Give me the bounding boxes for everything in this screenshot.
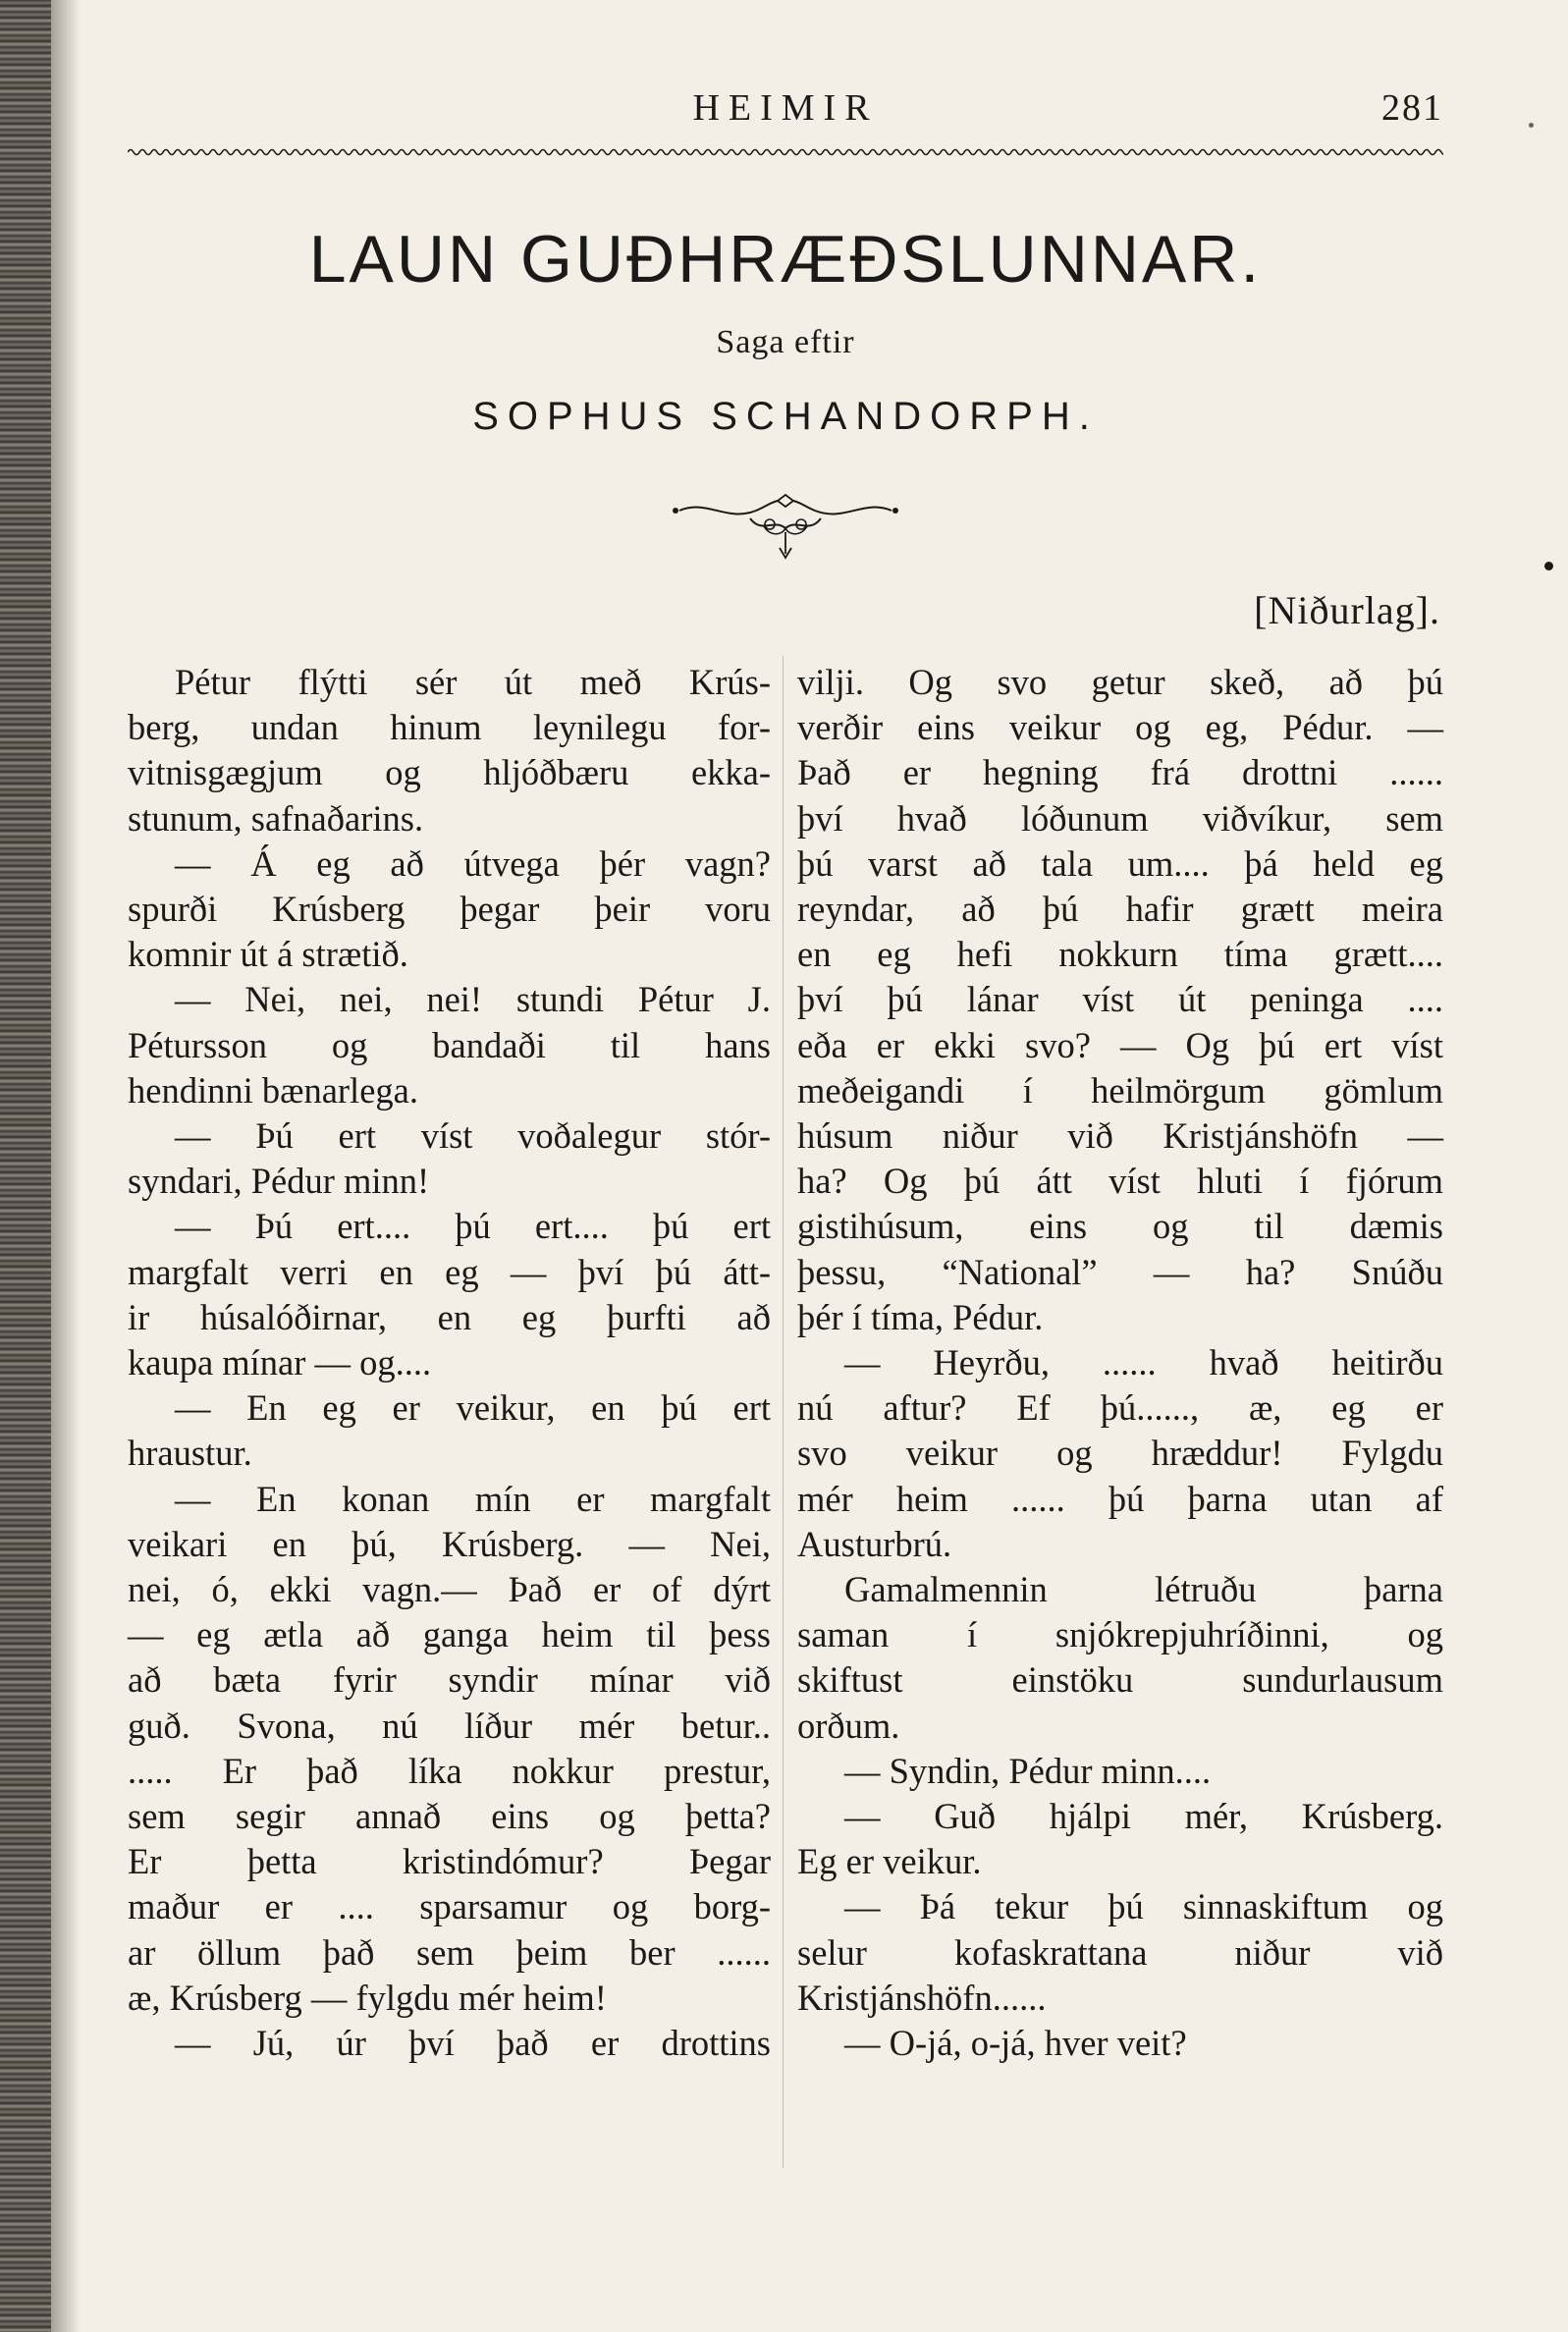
text-line: — O-já, o-já, hver veit? [844,2023,1187,2064]
text-line: syndari, Pédur minn! [128,1161,430,1202]
text-line: hendinni bænarlega. [128,1069,418,1111]
text-line: ..... Er það líka nokkur prestur, [128,1750,771,1791]
text-line: — Jú, úr því það er drottins [175,2023,771,2064]
text-line: Austurbrú. [797,1523,952,1564]
column-rule [783,656,784,2168]
text-line: eða er ekki svo? — Og þú ert víst [797,1024,1443,1065]
print-speck [1529,123,1534,128]
text-line: — Þú ert.... þú ert.... þú ert [175,1206,771,1247]
text-line: að bæta fyrir syndir mínar við [128,1659,771,1701]
text-line: sem segir annað eins og þetta? [128,1796,771,1837]
text-line: Gamalmennin létruðu þarna [844,1569,1443,1610]
byline-label: Saga eftir [716,324,855,360]
text-line: þér í tíma, Pédur. [797,1296,1044,1337]
text-line: því hvað lóðunum viðvíkur, sem [797,797,1443,839]
text-line: meðeigandi í heilmörgum gömlum [797,1069,1443,1111]
text-line: — Á eg að útvega þér vagn? [175,842,771,884]
text-line: reyndar, að þú hafir grætt meira [797,889,1443,930]
text-line: — eg ætla að ganga heim til þess [128,1614,771,1655]
text-line: — Nei, nei, nei! stundi Pétur J. [175,979,771,1020]
text-line: mér heim ...... þú þarna utan af [797,1478,1443,1519]
text-line: Er þetta kristindómur? Þegar [128,1841,771,1882]
text-line: vilji. Og svo getur skeð, að þú [797,662,1443,702]
text-line: þessu, “National” — ha? Snúðu [797,1251,1443,1292]
text-line: — Guð hjálpi mér, Krúsberg. [844,1796,1443,1837]
text-line: guð. Svona, nú líður mér betur.. [128,1705,771,1746]
story-title: LAUN GUÐHRÆÐSLUNNAR. [308,222,1263,297]
running-title: HEIMIR [692,87,879,129]
text-line: gistihúsum, eins og til dæmis [797,1206,1443,1247]
part-note: [Niðurlag]. [1254,588,1440,632]
text-line: æ, Krúsberg — fylgdu mér heim! [128,1977,607,2018]
text-line: nú aftur? Ef þú......, æ, eg er [797,1387,1443,1429]
text-line: þú varst að tala um.... þá held eg [797,842,1443,884]
text-line: vitnisgægjum og hljóðbæru ekka- [128,752,771,793]
text-line: kaupa mínar — og.... [128,1342,432,1383]
text-line: maður er .... sparsamur og borg- [128,1886,771,1927]
margin-dot [1544,562,1553,570]
text-line: skiftust einstöku sundurlausum [797,1659,1443,1701]
text-line: Það er hegning frá drottni ...... [797,752,1443,793]
text-line: Pétursson og bandaði til hans [128,1024,771,1065]
text-column-right [797,660,1443,2066]
text-line: selur kofaskrattana niður við [797,1931,1443,1973]
flourish-ornament-icon [668,489,903,568]
text-line: húsum niður við Kristjánshöfn — [797,1115,1443,1157]
text-line: — Heyrðu, ...... hvað heitirðu [844,1342,1443,1383]
text-line: saman í snjókrepjuhríðinni, og [797,1614,1443,1655]
text-line: — Þá tekur þú sinnaskiftum og [844,1886,1443,1927]
text-line: Pétur flýtti sér út með Krús- [175,662,771,702]
text-line: margfalt verri en eg — því þú átt- [128,1251,771,1292]
text-line: verðir eins veikur og eg, Pédur. — [797,707,1443,748]
text-line: komnir út á strætið. [128,934,408,975]
text-line: ha? Og þú átt víst hluti í fjórum [797,1161,1443,1202]
text-line: en eg hefi nokkurn tíma grætt.... [797,934,1443,975]
wavy-rule-divider [128,145,1443,159]
text-line: svo veikur og hræddur! Fylgdu [797,1433,1443,1474]
text-line: berg, undan hinum leynilegu for- [128,707,771,748]
author-name: SOPHUS SCHANDORPH. [472,395,1099,438]
text-line: ar öllum það sem þeim ber ...... [128,1931,771,1973]
text-line: stunum, safnaðarins. [128,797,424,839]
book-spine-shadow [0,0,51,2332]
page-number: 281 [1381,87,1443,129]
text-line: — Þú ert víst voðalegur stór- [175,1115,771,1157]
running-head [128,86,1443,145]
text-line: — En eg er veikur, en þú ert [175,1387,771,1429]
text-line: hraustur. [128,1433,252,1474]
text-line: nei, ó, ekki vagn.— Það er of dýrt [128,1569,771,1610]
text-line: orðum. [797,1705,900,1746]
text-line: spurði Krúsberg þegar þeir voru [128,889,771,930]
text-line: Kristjánshöfn...... [797,1977,1047,2018]
text-line: Eg er veikur. [797,1841,982,1882]
gutter-shadow [51,0,81,2332]
text-line: — En konan mín er margfalt [175,1478,771,1519]
text-column-left [128,660,771,2066]
text-line: — Syndin, Pédur minn.... [844,1750,1212,1791]
text-line: ir húsalóðirnar, en eg þurfti að [128,1296,771,1337]
text-line: því þú lánar víst út peninga .... [797,979,1443,1020]
text-line: veikari en þú, Krúsberg. — Nei, [128,1523,771,1564]
